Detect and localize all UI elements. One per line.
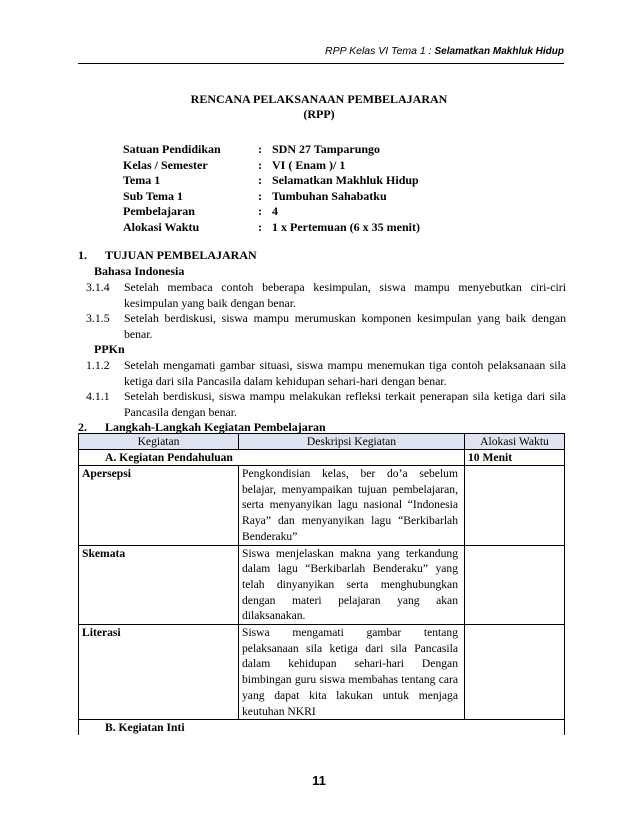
header-time: Alokasi Waktu	[465, 434, 565, 450]
section-title: TUJUAN PEMBELAJARAN	[105, 248, 257, 262]
identity-value: 4	[272, 204, 278, 218]
objective-text: Setelah mengamati gambar situasi, siswa mampu menemukan tiga contoh pelaksanaan sila ketiga dari sila Pancasila dalam kehidupan sehari-hari dengan benar.	[124, 358, 566, 388]
identity-separator: :	[258, 219, 262, 234]
section-title: Langkah-Langkah Kegiatan Pembelajaran	[105, 420, 326, 434]
activity-description: Siswa menjelaskan makna yang terkandung dalam lagu “Berkibarlah Benderaku” yang telah dinyanyikan serta menghubungkan dengan materi pelajaran yang akan dilaksanakan.	[239, 545, 465, 625]
objective-code: 1.1.2	[86, 358, 110, 372]
header-description: Deskripsi Kegiatan	[239, 434, 465, 450]
identity-label: Sub Tema 1	[123, 188, 184, 203]
identity-label: Kelas / Semester	[123, 157, 208, 172]
identity-value: SDN 27 Tamparungo	[272, 142, 381, 156]
table-row	[79, 625, 565, 720]
objective-item	[86, 280, 566, 311]
header-theme: Selamatkan Makhluk Hidup	[434, 46, 564, 57]
activity-name: Skemata	[79, 545, 239, 625]
identity-row	[123, 189, 420, 205]
objective-item	[86, 358, 566, 389]
identity-value: VI ( Enam )/ 1	[272, 157, 346, 172]
phase-time: 10 Menit	[465, 450, 565, 466]
identity-label: Pembelajaran	[123, 204, 195, 218]
section-number: 2.	[78, 420, 87, 434]
activity-time	[465, 466, 565, 546]
phase-label: B. Kegiatan Inti	[79, 720, 565, 736]
table-row	[79, 466, 565, 546]
activity-description: Siswa mengamati gambar tentang pelaksanaan sila ketiga dari sila Pancasila dalam kehidupan sehari-hari Dengan bimbingan guru siswa membahas tentang cara yang dapat kita lakukan untuk menjaga keutuhan NKRI	[239, 625, 465, 720]
phase-row-opening	[79, 450, 565, 466]
identity-label: Alokasi Waktu	[123, 219, 200, 234]
objective-text: Setelah membaca contoh beberapa kesimpulan, siswa mampu menyebutkan ciri-ciri kesimpulan yang baik dengan benar.	[124, 280, 566, 310]
activity-table	[78, 433, 565, 735]
objective-code: 3.1.4	[86, 280, 110, 294]
header-activity: Kegiatan	[79, 434, 239, 450]
identity-separator: :	[258, 188, 262, 203]
identity-row	[123, 173, 420, 189]
subject-heading-ppkn: PPKn	[94, 342, 125, 356]
objective-item	[86, 389, 566, 420]
header-title: RPP Kelas VI Tema 1 :	[324, 45, 435, 57]
identity-separator: :	[258, 204, 262, 218]
running-header	[0, 45, 564, 57]
subject-heading-bahasa: Bahasa Indonesia	[94, 264, 185, 278]
document-subtitle: (RPP)	[303, 107, 335, 121]
header-divider	[78, 63, 564, 64]
objective-code: 3.1.5	[86, 311, 110, 325]
section-number: 1.	[78, 248, 87, 262]
page-number: 11	[312, 773, 326, 788]
identity-value: 1 x Pertemuan (6 x 35 menit)	[272, 219, 420, 234]
objective-item	[86, 311, 566, 342]
identity-row	[123, 142, 420, 158]
document-title: RENCANA PELAKSANAAN PEMBELAJARAN	[190, 92, 448, 106]
phase-row-core	[79, 720, 565, 736]
objective-code: 4.1.1	[86, 389, 110, 403]
identity-value: Selamatkan Makhluk Hidup	[272, 173, 419, 187]
identity-row	[123, 204, 420, 220]
activity-time	[465, 625, 565, 720]
identity-label: Tema 1	[123, 173, 161, 187]
activity-description: Pengkondisian kelas, ber do’a sebelum belajar, menyampaikan tujuan pembelajaran, serta menyanyikan lagu nasional “Indonesia Raya” dan menyanyikan lagu “Berkibarlah Benderaku”	[239, 466, 465, 546]
identity-value: Tumbuhan Sahabatku	[272, 188, 387, 203]
identity-separator: :	[258, 173, 262, 187]
activity-name: Apersepsi	[79, 466, 239, 546]
identity-label: Satuan Pendidikan	[123, 142, 221, 156]
table-row	[79, 545, 565, 625]
table-header-row	[79, 434, 565, 450]
identity-separator: :	[258, 157, 262, 172]
objective-text: Setelah berdiskusi, siswa mampu melakukan refleksi terkait penerapan sila ketiga dari sila Pancasila dengan benar.	[124, 389, 566, 419]
identity-separator: :	[258, 142, 262, 156]
identity-table	[123, 142, 420, 235]
objective-text: Setelah berdiskusi, siswa mampu merumuskan komponen kesimpulan yang baik dengan benar.	[124, 311, 566, 341]
identity-row	[123, 220, 420, 236]
activity-time	[465, 545, 565, 625]
activity-name: Literasi	[79, 625, 239, 720]
phase-label: A. Kegiatan Pendahuluan	[79, 450, 465, 466]
identity-row	[123, 158, 420, 174]
